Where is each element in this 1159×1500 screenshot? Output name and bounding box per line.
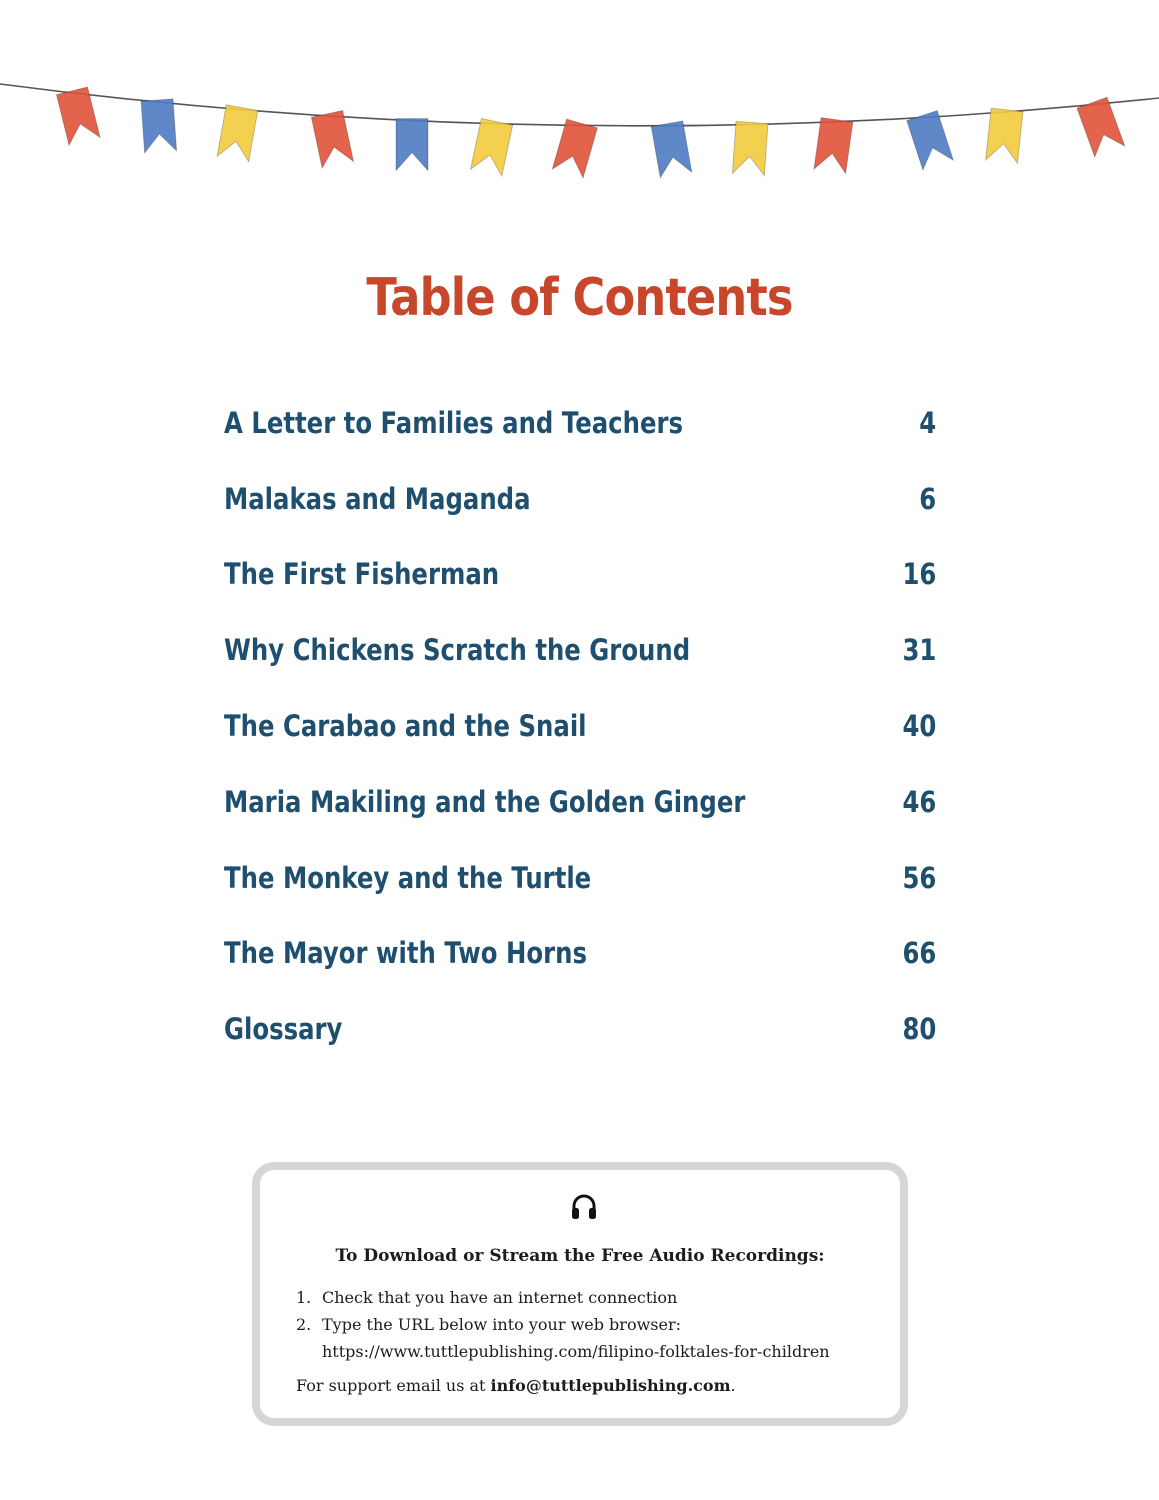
toc-entry	[224, 537, 936, 613]
toc-entry-page: 46	[902, 784, 936, 819]
bunting-flag	[217, 105, 258, 162]
bunting-flag	[396, 119, 428, 171]
audio-step	[296, 1311, 896, 1365]
support-email-link[interactable]: info@tuttlepublishing.com	[490, 1376, 731, 1395]
toc-entry-page: 56	[902, 860, 936, 895]
step-number: 2.	[296, 1315, 312, 1334]
toc-entry	[224, 385, 936, 461]
toc-entry-page: 6	[919, 481, 936, 516]
toc-entry-title: The Monkey and the Turtle	[224, 860, 592, 895]
bunting-garland	[0, 0, 1159, 200]
toc-entry-title: Glossary	[224, 1012, 343, 1047]
bunting-flag	[907, 111, 954, 170]
toc-entry-page: 4	[919, 405, 936, 440]
step-text: Check that you have an internet connection	[322, 1288, 678, 1307]
bunting-flag	[651, 121, 692, 178]
audio-url-link[interactable]: https://www.tuttlepublishing.com/filipino-folktales-for-children	[322, 1342, 830, 1361]
bunting-flag	[471, 118, 513, 176]
bunting-flag	[552, 119, 597, 178]
audio-heading: To Download or Stream the Free Audio Recordings:	[335, 1246, 825, 1266]
toc-entry	[224, 688, 936, 764]
bunting-flag	[814, 118, 853, 174]
toc-entry-page: 31	[902, 633, 936, 668]
toc-entry	[224, 612, 936, 688]
page-title: Table of Contents	[366, 268, 793, 328]
toc-entry-title: The First Fisherman	[224, 557, 500, 592]
toc-entry	[224, 916, 936, 992]
support-prefix: For support email us at	[296, 1376, 491, 1395]
toc-entry-title: Why Chickens Scratch the Ground	[224, 633, 691, 668]
toc-entry-title: Maria Makiling and the Golden Ginger	[224, 784, 746, 819]
toc-entry	[224, 840, 936, 916]
support-line	[296, 1376, 736, 1395]
toc-entry	[224, 991, 936, 1067]
headphones-icon	[569, 1192, 599, 1222]
support-suffix: .	[730, 1376, 736, 1395]
toc-entry	[224, 461, 936, 537]
toc-entry-title: The Mayor with Two Horns	[224, 936, 587, 971]
audio-step	[296, 1284, 896, 1311]
audio-steps-list	[296, 1284, 896, 1365]
bunting-flag	[141, 99, 177, 153]
step-text: Type the URL below into your web browser:	[322, 1315, 681, 1334]
toc-entry-page: 80	[902, 1012, 936, 1047]
toc-entry-page: 40	[902, 709, 936, 744]
bunting-flag	[311, 111, 353, 169]
toc-entry-page: 16	[902, 557, 936, 592]
table-of-contents	[224, 385, 936, 1067]
toc-entry	[224, 764, 936, 840]
toc-entry-title: Malakas and Maganda	[224, 481, 531, 516]
toc-entry-title: The Carabao and the Snail	[224, 709, 587, 744]
toc-entry-page: 66	[902, 936, 936, 971]
bunting-flag	[1077, 97, 1125, 157]
toc-entry-title: A Letter to Families and Teachers	[224, 405, 683, 440]
bunting-flag	[986, 108, 1023, 163]
audio-download-box	[252, 1162, 908, 1426]
bunting-flag	[732, 121, 768, 175]
step-number: 1.	[296, 1288, 312, 1307]
